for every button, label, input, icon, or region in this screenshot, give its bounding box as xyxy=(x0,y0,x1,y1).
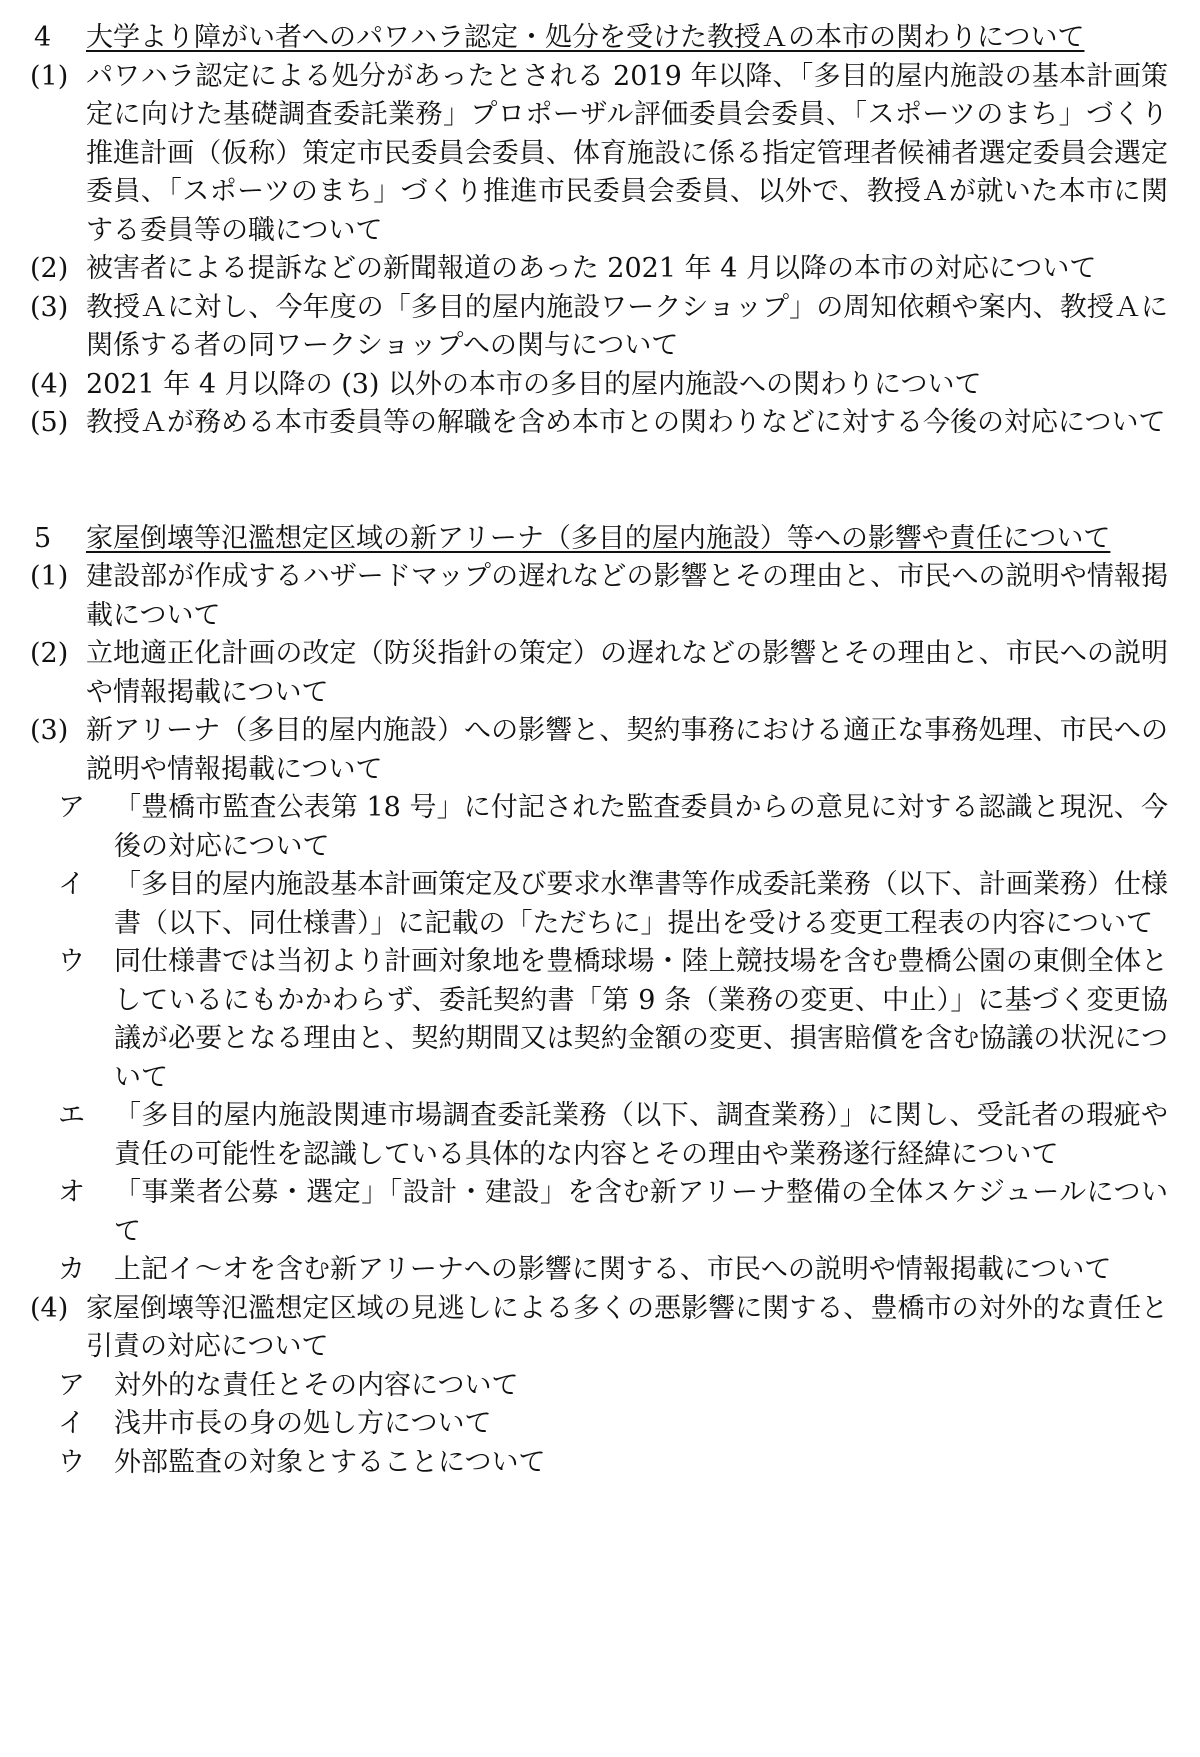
sub-item-label: ア xyxy=(58,1369,85,1401)
list-item xyxy=(30,635,1168,712)
section-5 xyxy=(30,520,1168,1483)
sub-item xyxy=(30,1367,1168,1406)
sub-item-text: 「多目的屋内施設基本計画策定及び要求水準書等作成委託業務（以下、計画業務）仕様書（以下、同仕様書）」に記載の「ただちに」提出を受ける変更工程表の内容について xyxy=(114,869,1168,939)
item-text: 教授Ａが務める本市委員等の解職を含め本市との関わりなどに対する今後の対応について xyxy=(86,407,1166,438)
section-heading xyxy=(30,520,1168,559)
sub-item-label: エ xyxy=(58,1100,85,1131)
sub-item xyxy=(30,1405,1168,1444)
sub-item-label: オ xyxy=(58,1177,85,1208)
list-item xyxy=(30,558,1168,635)
item-label: (5) xyxy=(30,407,69,438)
item-text: 2021 年 4 月以降の (3) 以外の本市の多目的屋内施設への関わりについて xyxy=(86,368,982,400)
section-spacer xyxy=(30,443,1168,520)
sub-item xyxy=(30,1097,1168,1174)
item-text: 被害者による提訴などの新聞報道のあった 2021 年 4 月以降の本市の対応について xyxy=(86,253,1097,284)
sub-item xyxy=(30,866,1168,943)
sub-item xyxy=(30,1174,1168,1251)
item-label: (4) xyxy=(30,368,69,400)
item-text: 新アリーナ（多目的屋内施設）への影響と、契約事務における適正な事務処理、市民への説明や情報掲載について xyxy=(86,715,1168,785)
item-label: (1) xyxy=(30,60,69,92)
sub-item-text: 同仕様書では当初より計画対象地を豊橋球場・陸上競技場を含む豊橋公園の東側全体としているにもかかわらず、委託契約書「第 9 条（業務の変更、中止）」に基づく変更協議が必要となる理由と、契約期間又は契約金額の変更、損害賠償を含む協議の状況について xyxy=(114,946,1168,1093)
item-label: (3) xyxy=(30,715,69,746)
sub-item-text: 「多目的屋内施設関連市場調査委託業務（以下、調査業務）」に関し、受託者の瑕疵や責任の可能性を認識している具体的な内容とその理由や業務遂行経緯について xyxy=(114,1100,1168,1170)
item-label: (3) xyxy=(30,291,69,323)
section-title: 家屋倒壊等氾濫想定区域の新アリーナ（多目的屋内施設）等への影響や責任について xyxy=(86,522,1111,554)
sub-item-text: 「事業者公募・選定」「設計・建設」を含む新アリーナ整備の全体スケジュールについて xyxy=(114,1177,1168,1247)
sub-item-text: 「豊橋市監査公表第 18 号」に付記された監査委員からの意見に対する認識と現況、今後の対応について xyxy=(114,792,1168,862)
item-text: 立地適正化計画の改定（防災指針の策定）の遅れなどの影響とその理由と、市民への説明や情報掲載について xyxy=(86,638,1168,708)
item-label: (1) xyxy=(30,561,69,592)
sub-item-text: 上記イ～オを含む新アリーナへの影響に関する、市民への説明や情報掲載について xyxy=(114,1254,1112,1285)
sub-item-label: イ xyxy=(58,1408,85,1439)
sub-item-label: カ xyxy=(58,1254,85,1285)
section-4 xyxy=(30,19,1168,443)
item-text: 教授Ａに対し、今年度の「多目的屋内施設ワークショップ」の周知依頼や案内、教授Ａに関係する者の同ワークショップへの関与について xyxy=(86,291,1168,361)
list-item xyxy=(30,366,1168,405)
sub-item-text: 外部監査の対象とすることについて xyxy=(114,1446,546,1478)
section-title: 大学より障がい者へのパワハラ認定・処分を受けた教授Ａの本市の関わりについて xyxy=(86,22,1085,53)
item-label: (4) xyxy=(30,1292,69,1324)
list-item xyxy=(30,404,1168,443)
sub-item xyxy=(30,1251,1168,1290)
sub-item xyxy=(30,943,1168,1097)
item-label: (2) xyxy=(30,638,69,669)
list-item xyxy=(30,58,1168,251)
list-item xyxy=(30,250,1168,289)
section-number: 4 xyxy=(34,22,52,53)
item-text: パワハラ認定による処分があったとされる 2019 年以降、「多目的屋内施設の基本計画策定に向けた基礎調査委託業務」プロポーザル評価委員会委員、「スポーツのまち」づくり推進計画（仮称）策定市民委員会委員、体育施設に係る指定管理者候補者選定委員会選定委員、「スポーツのまち」づくり推進市民委員会委員、以外で、教授Ａが就いた本市に関する委員等の職について xyxy=(86,60,1168,246)
item-label: (2) xyxy=(30,253,69,284)
list-item xyxy=(30,712,1168,789)
sub-item-label: ウ xyxy=(58,1446,85,1478)
sub-item-label: イ xyxy=(58,869,85,900)
sub-item xyxy=(30,789,1168,866)
list-item xyxy=(30,289,1168,366)
item-text: 家屋倒壊等氾濫想定区域の見逃しによる多くの悪影響に関する、豊橋市の対外的な責任と引責の対応について xyxy=(86,1292,1168,1362)
list-item xyxy=(30,1290,1168,1367)
sub-item xyxy=(30,1444,1168,1483)
sub-item-label: ア xyxy=(58,792,85,823)
item-text: 建設部が作成するハザードマップの遅れなどの影響とその理由と、市民への説明や情報掲載について xyxy=(86,561,1168,631)
section-heading xyxy=(30,19,1168,58)
sub-item-text: 対外的な責任とその内容について xyxy=(114,1369,519,1401)
sub-item-text: 浅井市長の身の処し方について xyxy=(114,1408,492,1439)
section-number: 5 xyxy=(34,522,52,554)
sub-item-label: ウ xyxy=(58,946,85,977)
